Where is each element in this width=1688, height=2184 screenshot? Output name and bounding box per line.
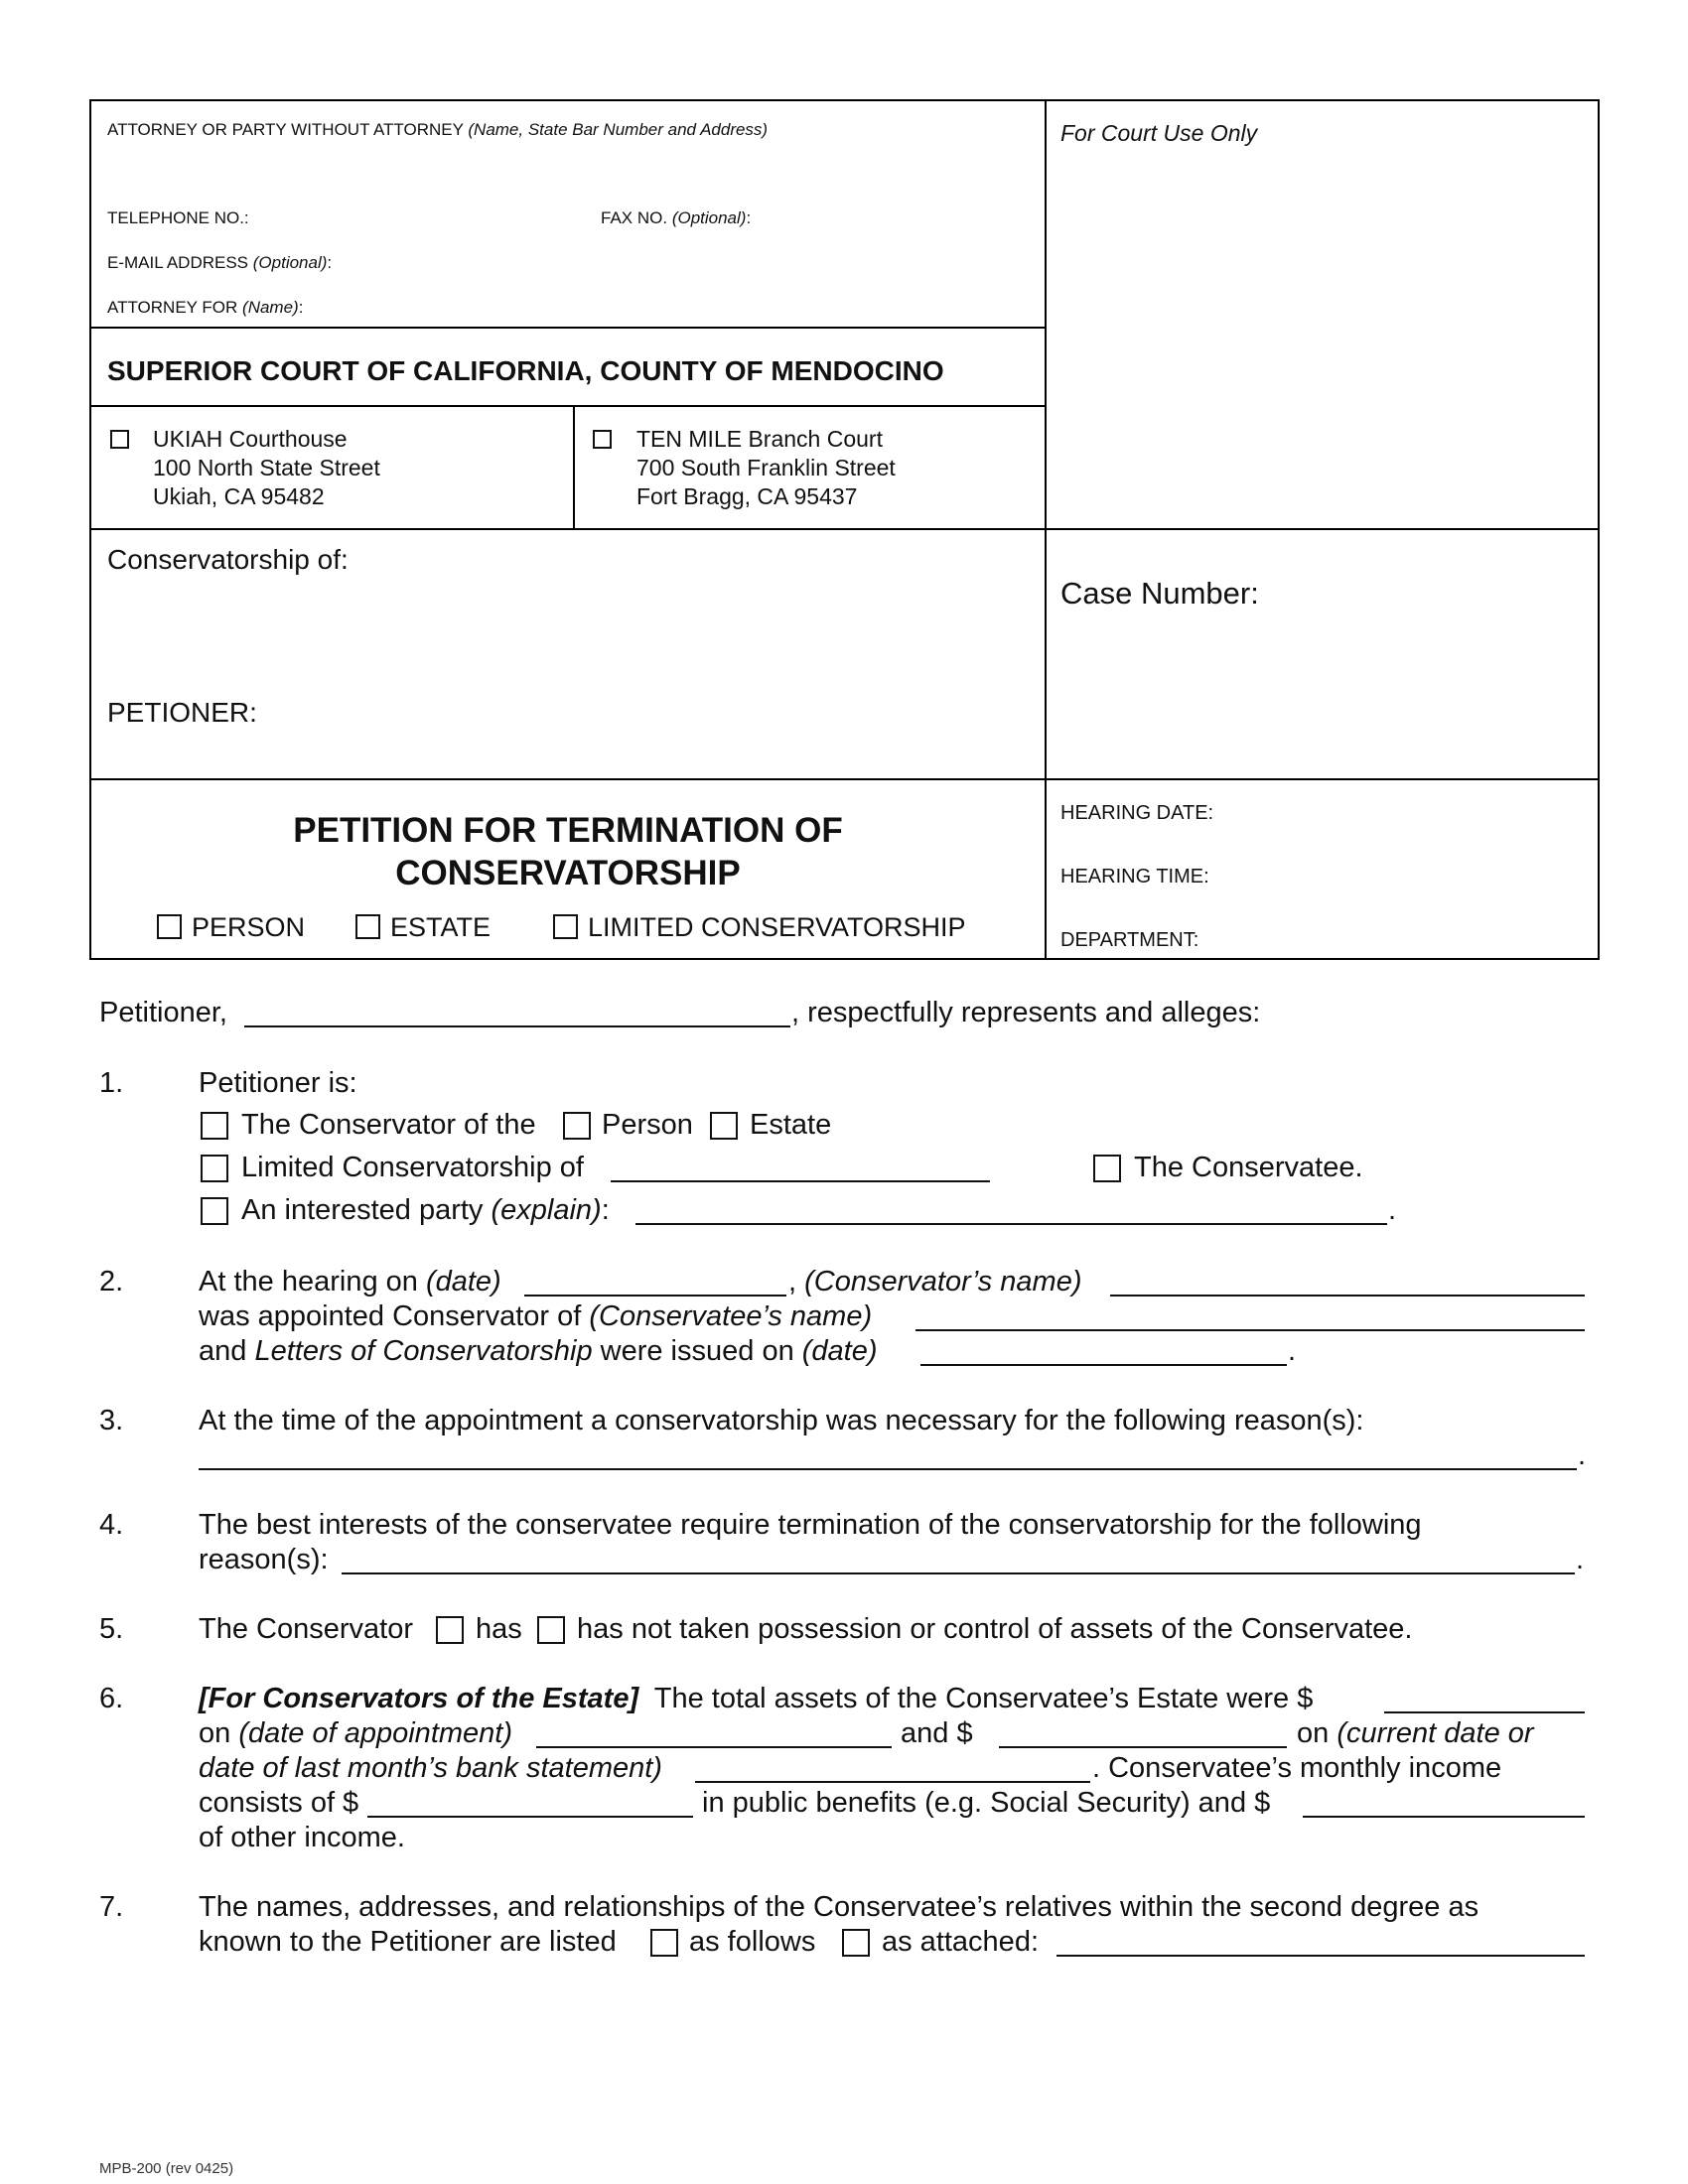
intro-petitioner: Petitioner,: [99, 997, 227, 1028]
item6-public: in public benefits (e.g. Social Security) and $: [702, 1787, 1271, 1819]
tenmile-city: Fort Bragg, CA 95437: [636, 483, 858, 509]
person-option: PERSON: [192, 912, 306, 942]
telephone-label[interactable]: TELEPHONE NO.:: [107, 208, 249, 227]
limited-conservatorship-checkbox[interactable]: [201, 1155, 228, 1182]
email-label-text: E-MAIL ADDRESS: [107, 253, 249, 272]
item7-text-a: The names, addresses, and relationships of the Conservatee’s relatives within the second degree as: [199, 1891, 1479, 1923]
item2-conservator-name-hint: (Conservator’s name): [804, 1266, 1082, 1297]
item7-follows: as follows: [689, 1926, 816, 1958]
caption-border-top: [89, 99, 1600, 101]
ukiah-city: Ukiah, CA 95482: [153, 483, 325, 509]
public-benefits-line[interactable]: [367, 1816, 693, 1818]
item3-reasons-line[interactable]: [199, 1468, 1577, 1470]
as-follows-checkbox[interactable]: [650, 1929, 678, 1957]
item2-a: At the hearing on: [199, 1266, 418, 1297]
divider-court-top: [89, 327, 1046, 329]
total-assets-line[interactable]: [1384, 1711, 1585, 1713]
attorney-for-text: ATTORNEY FOR: [107, 298, 238, 317]
case-number-label[interactable]: Case Number:: [1060, 576, 1259, 611]
item1-conservator: The Conservator of the: [241, 1109, 536, 1141]
court-name: SUPERIOR COURT OF CALIFORNIA, COUNTY OF MENDOCINO: [107, 355, 944, 386]
current-assets-line[interactable]: [999, 1746, 1287, 1748]
conservator-name-line[interactable]: [1110, 1295, 1585, 1297]
item6-doa: (date of appointment): [238, 1717, 512, 1749]
item5-has: has: [476, 1613, 522, 1645]
hearing-date-label[interactable]: HEARING DATE:: [1060, 802, 1214, 824]
item7-attached: as attached:: [882, 1926, 1039, 1958]
form-number: MPB-200 (rev 0425): [99, 2160, 234, 2177]
email-hint: (Optional): [252, 253, 328, 272]
explain-line[interactable]: [635, 1223, 1387, 1225]
estate-option: ESTATE: [390, 912, 492, 942]
item1-estate-checkbox[interactable]: [710, 1112, 738, 1140]
interested-party-checkbox[interactable]: [201, 1197, 228, 1225]
has-not-checkbox[interactable]: [537, 1616, 565, 1644]
item1-estate: Estate: [750, 1109, 832, 1141]
item1-person: Person: [602, 1109, 693, 1141]
department-label[interactable]: DEPARTMENT:: [1060, 929, 1199, 951]
conservatee-checkbox[interactable]: [1093, 1155, 1121, 1182]
item-number-3: 3.: [99, 1405, 124, 1436]
item6-other: of other income.: [199, 1822, 405, 1853]
estate-checkbox[interactable]: [355, 914, 380, 939]
item2-c: and: [199, 1335, 247, 1367]
other-income-line[interactable]: [1303, 1816, 1585, 1818]
attorney-hint: (Name, State Bar Number and Address): [468, 120, 769, 139]
item6-on2: on: [1297, 1717, 1330, 1749]
item6-line1: [199, 1683, 1313, 1715]
fax-label-text: FAX NO.: [601, 208, 668, 227]
item2-period: .: [1288, 1335, 1297, 1367]
petitioner-label[interactable]: PETIONER:: [107, 697, 257, 728]
item6-cur2: date of last month’s bank statement): [199, 1752, 662, 1784]
item6-bracket: [For Conservators of the Estate]: [199, 1683, 639, 1714]
conservator-checkbox[interactable]: [201, 1112, 228, 1140]
court-use-only: For Court Use Only: [1060, 120, 1258, 146]
item1-conservatee: The Conservatee.: [1134, 1152, 1363, 1183]
attorney-label: [107, 120, 768, 140]
item2-d: were issued on: [600, 1335, 794, 1367]
item6-income: . Conservatee’s monthly income: [1092, 1752, 1502, 1784]
divider-court-bottom: [89, 405, 1046, 407]
item6-consists: consists of $: [199, 1787, 359, 1819]
ukiah-name: UKIAH Courthouse: [153, 426, 348, 452]
item2-letters-text: Letters of Conservatorship: [254, 1335, 593, 1367]
interested-text: An interested party: [241, 1194, 484, 1226]
attorney-for-hint: (Name): [242, 298, 299, 317]
item6-on: on: [199, 1717, 231, 1749]
hearing-time-label[interactable]: HEARING TIME:: [1060, 866, 1209, 887]
limited-option: LIMITED CONSERVATORSHIP: [588, 912, 966, 942]
item-number-2: 2.: [99, 1266, 124, 1297]
item2-date-hint: (date): [425, 1266, 501, 1297]
item-number-7: 7.: [99, 1891, 124, 1923]
petitioner-name-line[interactable]: [244, 1025, 790, 1027]
attorney-label-text: ATTORNEY OR PARTY WITHOUT ATTORNEY: [107, 120, 464, 139]
item4-text-a: The best interests of the conservatee require termination of the conservatorship for the following: [199, 1509, 1422, 1541]
form-title-line1: PETITION FOR TERMINATION OF: [293, 811, 843, 850]
item6-and: and $: [901, 1717, 973, 1749]
form-title: [91, 809, 1045, 894]
intro-alleges: , respectfully represents and alleges:: [791, 997, 1261, 1028]
item-number-1: 1.: [99, 1067, 124, 1099]
fax-hint: (Optional): [671, 208, 747, 227]
fax-label[interactable]: FAX NO. (Optional):: [601, 208, 752, 227]
item-number-4: 4.: [99, 1509, 124, 1541]
tenmile-name: TEN MILE Branch Court: [636, 426, 883, 452]
item5-text-a: The Conservator: [199, 1613, 413, 1645]
divider-party-top: [89, 528, 1600, 530]
interested-colon: :: [601, 1194, 610, 1226]
item2-date-hint-2: (date): [801, 1335, 878, 1367]
item2-appointed: [199, 1300, 872, 1333]
divider-title-top: [89, 778, 1600, 780]
item4-period: .: [1576, 1544, 1585, 1575]
item4-text-b: reason(s):: [199, 1544, 329, 1575]
item1-person-checkbox[interactable]: [563, 1112, 591, 1140]
letters-date-line[interactable]: [920, 1364, 1287, 1366]
item6-line2b: [1297, 1717, 1534, 1750]
as-attached-checkbox[interactable]: [842, 1929, 870, 1957]
conservatorship-of-label[interactable]: Conservatorship of:: [107, 544, 349, 575]
item2-comma: [788, 1266, 1082, 1298]
ukiah-street: 100 North State Street: [153, 455, 380, 480]
relatives-line[interactable]: [1056, 1955, 1585, 1957]
hearing-date-line[interactable]: [524, 1295, 786, 1297]
item2-b: was appointed Conservator of: [199, 1300, 582, 1332]
item2-conservatee-name-hint: (Conservatee’s name): [589, 1300, 873, 1332]
item1-interested: [241, 1194, 610, 1227]
person-checkbox[interactable]: [157, 914, 182, 939]
email-label[interactable]: E-MAIL ADDRESS (Optional):: [107, 253, 333, 272]
item2-letters: [199, 1335, 878, 1368]
ukiah-courthouse: [153, 425, 380, 511]
explain-text: (explain): [491, 1194, 602, 1226]
item6-total: The total assets of the Conservatee’s Estate were $: [653, 1683, 1314, 1714]
item1-lead: Petitioner is:: [199, 1067, 357, 1099]
limited-name-line[interactable]: [611, 1180, 990, 1182]
item7-text-b: known to the Petitioner are listed: [199, 1926, 617, 1958]
tenmile-court: [636, 425, 896, 511]
item-number-6: 6.: [99, 1683, 124, 1714]
item5-has-not: has not taken possession or control of assets of the Conservatee.: [577, 1613, 1413, 1645]
form-title-line2: CONSERVATORSHIP: [395, 854, 741, 892]
divider-branches: [573, 405, 575, 529]
item6-cur1: (current date or: [1336, 1717, 1534, 1749]
item3-period: .: [1578, 1439, 1587, 1471]
item1-limited: Limited Conservatorship of: [241, 1152, 584, 1183]
tenmile-street: 700 South Franklin Street: [636, 455, 896, 480]
item4-reasons-line[interactable]: [342, 1572, 1575, 1574]
explain-period: .: [1388, 1194, 1397, 1226]
appointment-date-line[interactable]: [536, 1746, 892, 1748]
item2-comma-text: ,: [788, 1266, 797, 1297]
has-checkbox[interactable]: [436, 1616, 464, 1644]
caption-border-bottom: [89, 958, 1600, 960]
item2-hearing-on: [199, 1266, 501, 1298]
tenmile-checkbox[interactable]: [593, 430, 612, 449]
statement-date-line[interactable]: [695, 1781, 1090, 1783]
conservatee-name-line[interactable]: [915, 1329, 1585, 1331]
ukiah-checkbox[interactable]: [110, 430, 129, 449]
item6-line2a: [199, 1717, 512, 1750]
attorney-for-label[interactable]: ATTORNEY FOR (Name):: [107, 298, 304, 317]
item3-text: At the time of the appointment a conservatorship was necessary for the following reason(s):: [199, 1405, 1364, 1436]
item-number-5: 5.: [99, 1613, 124, 1645]
limited-checkbox[interactable]: [553, 914, 578, 939]
